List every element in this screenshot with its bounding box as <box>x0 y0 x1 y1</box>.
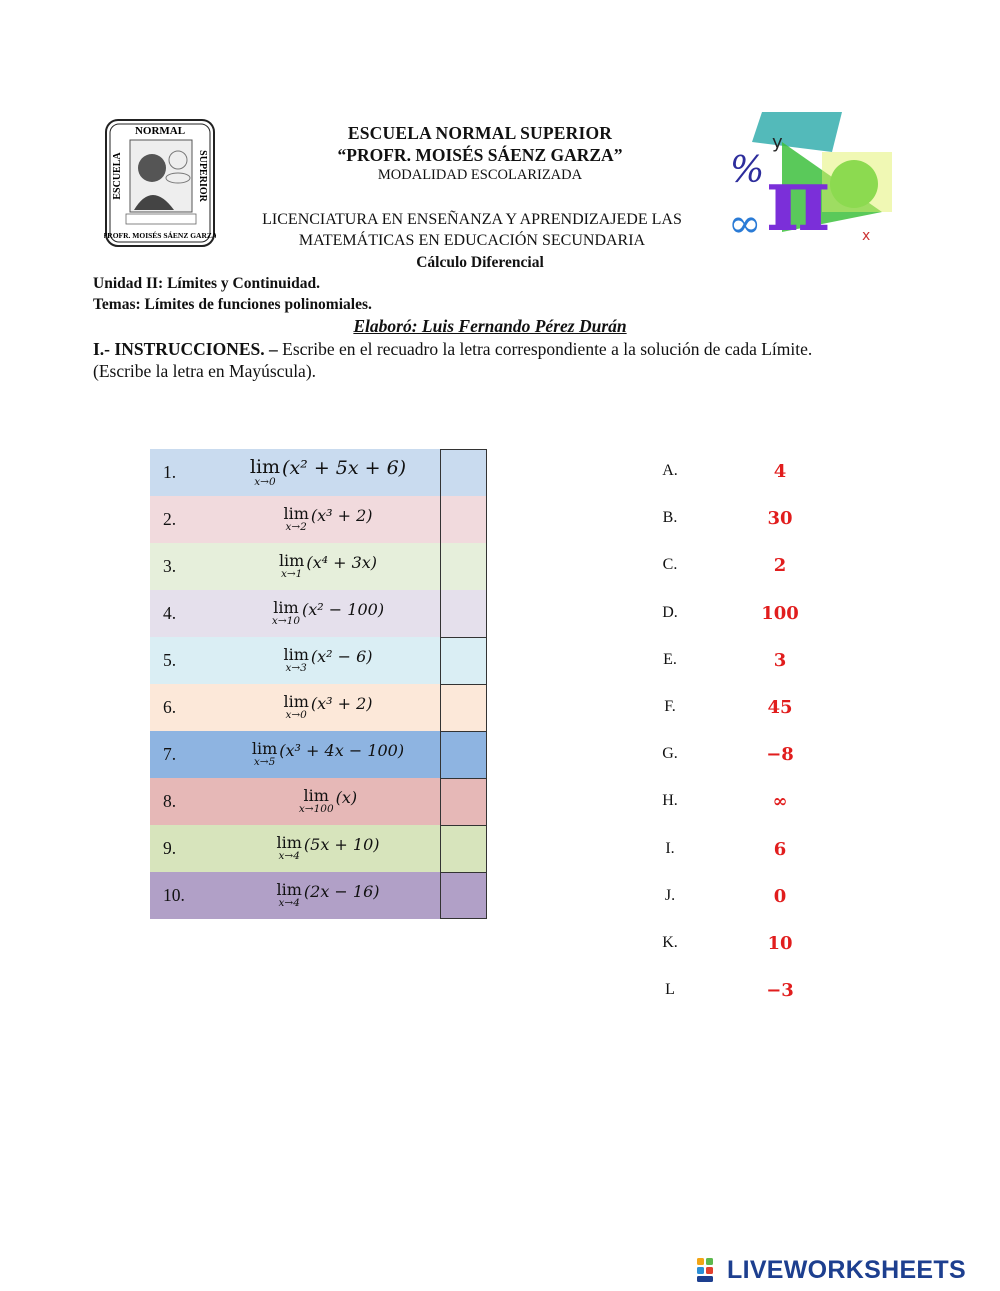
liveworksheets-icon <box>697 1258 723 1282</box>
option-value: −3 <box>766 980 794 1002</box>
exercise-row <box>150 543 487 590</box>
answer-box[interactable] <box>440 825 487 872</box>
limit-expression <box>216 872 440 919</box>
limit-expression <box>216 731 440 778</box>
limit-expression <box>216 590 440 637</box>
instructions <box>93 338 853 382</box>
limit-approach: x→0 <box>254 475 276 488</box>
limit-function: (x² − 6) <box>310 646 373 666</box>
logo-left-text: ESCUELA <box>112 152 123 200</box>
option-value: 45 <box>767 697 793 718</box>
limit-function: (x) <box>335 787 358 807</box>
answer-box[interactable] <box>440 543 487 590</box>
option-letter: F. <box>664 698 676 715</box>
exercise-number: 3. <box>163 556 177 576</box>
lim-word: lim <box>273 598 299 617</box>
answer-box[interactable] <box>440 496 487 543</box>
exercise-row <box>150 684 487 731</box>
limit-function: (x² + 5x + 6) <box>282 457 407 479</box>
limit-approach: x→1 <box>280 568 303 580</box>
option-value: −8 <box>766 744 794 766</box>
option-letter: B. <box>662 509 678 527</box>
logo-bottom-text: PROFR. MOISÉS SÁENZ GARZA <box>104 231 216 240</box>
svg-text:∞: ∞ <box>728 201 762 247</box>
answer-box[interactable] <box>440 778 487 825</box>
exercise-row <box>150 637 487 684</box>
lim-word: lim <box>276 833 302 852</box>
limit-approach: x→3 <box>285 662 307 674</box>
liveworksheets-logo <box>697 1255 966 1285</box>
modality: MODALIDAD ESCOLARIZADA <box>377 167 583 183</box>
lim-word: lim <box>276 880 302 899</box>
lim-word: lim <box>303 786 329 805</box>
limit-approach: x→2 <box>285 521 307 533</box>
lim-word: lim <box>283 645 309 664</box>
option-value: 10 <box>767 933 793 954</box>
option-letter: D. <box>662 603 678 621</box>
exercise-table <box>150 449 487 919</box>
liveworksheets-brand: LIVEWORKSHEETS <box>727 1255 966 1284</box>
author: Elaboró: Luis Fernando Pérez Durán <box>353 316 627 336</box>
exercise-number: 9. <box>163 838 177 858</box>
exercise-row <box>150 449 487 496</box>
option-value: 30 <box>767 508 793 530</box>
limit-approach: x→0 <box>285 709 307 721</box>
exercise-number: 1. <box>163 462 177 482</box>
limit-function: (x³ + 2) <box>310 693 373 713</box>
limit-function: (5x + 10) <box>303 834 380 854</box>
option-value: 3 <box>773 649 787 671</box>
topics-title: Temas: Límites de funciones polinomiales. <box>93 296 372 313</box>
limit-expression <box>216 637 440 684</box>
limit-function: (x³ + 4x − 100) <box>279 740 405 760</box>
course-name: Cálculo Diferencial <box>416 254 544 271</box>
limit-expression <box>216 449 440 496</box>
answer-box[interactable] <box>440 872 487 919</box>
option-letter: C. <box>662 556 678 574</box>
answer-box[interactable] <box>440 684 487 731</box>
limit-approach: x→4 <box>278 850 300 862</box>
exercise-number: 5. <box>163 650 177 670</box>
option-letter: G. <box>662 745 678 763</box>
option-letter: A. <box>662 462 678 479</box>
lim-word: lim <box>249 455 281 478</box>
option-value: 4 <box>773 461 787 482</box>
lim-word: lim <box>283 692 309 711</box>
unit-title: Unidad II: Límites y Continuidad. <box>93 275 320 292</box>
exercise-number: 8. <box>163 791 177 811</box>
degree-line2: MATEMÁTICAS EN EDUCACIÓN SECUNDARIA <box>298 232 646 249</box>
limit-function: (x² − 100) <box>302 599 385 619</box>
limit-approach: x→100 <box>298 803 334 815</box>
option-value: 2 <box>773 555 787 577</box>
exercise-row <box>150 731 487 778</box>
exercise-number: 10. <box>163 885 185 905</box>
option-value: 6 <box>773 838 787 860</box>
exercise-number: 7. <box>163 744 177 764</box>
limit-function: (x³ + 2) <box>310 505 373 525</box>
exercise-row <box>150 825 487 872</box>
option-letter: K. <box>662 934 678 951</box>
exercise-number: 2. <box>163 509 177 529</box>
instructions-label: I.- INSTRUCCIONES. – <box>93 339 278 359</box>
exercise-number: 6. <box>163 697 177 717</box>
degree-line1: LICENCIATURA EN ENSEÑANZA Y APRENDIZAJEDE LAS <box>262 211 682 228</box>
limit-approach: x→4 <box>278 897 300 909</box>
option-value: 0 <box>773 885 787 907</box>
limit-expression <box>216 825 440 872</box>
limit-expression <box>216 543 440 590</box>
answer-box[interactable] <box>440 731 487 778</box>
exercise-row <box>150 590 487 637</box>
limit-function: (x⁴ + 3x) <box>306 552 378 572</box>
logo-top-text: NORMAL <box>134 125 186 137</box>
option-letter: I. <box>665 839 675 857</box>
instructions-text: Escribe en el recuadro la letra correspondiente a la solución de cada Límite. (Escribe la letra en Mayúscula). <box>93 339 813 381</box>
exercise-number: 4. <box>163 603 177 623</box>
answer-box[interactable] <box>440 590 487 637</box>
option-value: 100 <box>761 602 799 624</box>
option-letter: J. <box>664 886 676 904</box>
answer-box[interactable] <box>440 449 487 496</box>
limit-function: (2x − 16) <box>303 881 380 901</box>
option-letter: L <box>665 981 675 999</box>
logo-right-text: SUPERIOR <box>197 150 208 202</box>
answer-box[interactable] <box>440 637 487 684</box>
school-name: ESCUELA NORMAL SUPERIOR <box>347 123 613 143</box>
limit-approach: x→5 <box>253 756 276 768</box>
svg-text:x: x <box>862 228 871 244</box>
option-letter: E. <box>663 650 677 668</box>
exercise-row <box>150 872 487 919</box>
svg-text:y: y <box>772 132 783 153</box>
limit-expression <box>216 684 440 731</box>
lim-word: lim <box>251 739 278 758</box>
svg-text:%: % <box>730 150 765 191</box>
limit-expression <box>216 496 440 543</box>
option-letter: H. <box>662 792 678 810</box>
school-name-line2: “PROFR. MOISÉS SÁENZ GARZA” <box>337 145 623 165</box>
limit-expression <box>216 778 440 825</box>
option-value: ∞ <box>772 791 788 813</box>
svg-text:π: π <box>766 147 831 251</box>
exercise-row <box>150 778 487 825</box>
lim-word: lim <box>283 504 309 523</box>
lim-word: lim <box>278 551 305 570</box>
exercise-row <box>150 496 487 543</box>
limit-approach: x→10 <box>271 615 301 627</box>
